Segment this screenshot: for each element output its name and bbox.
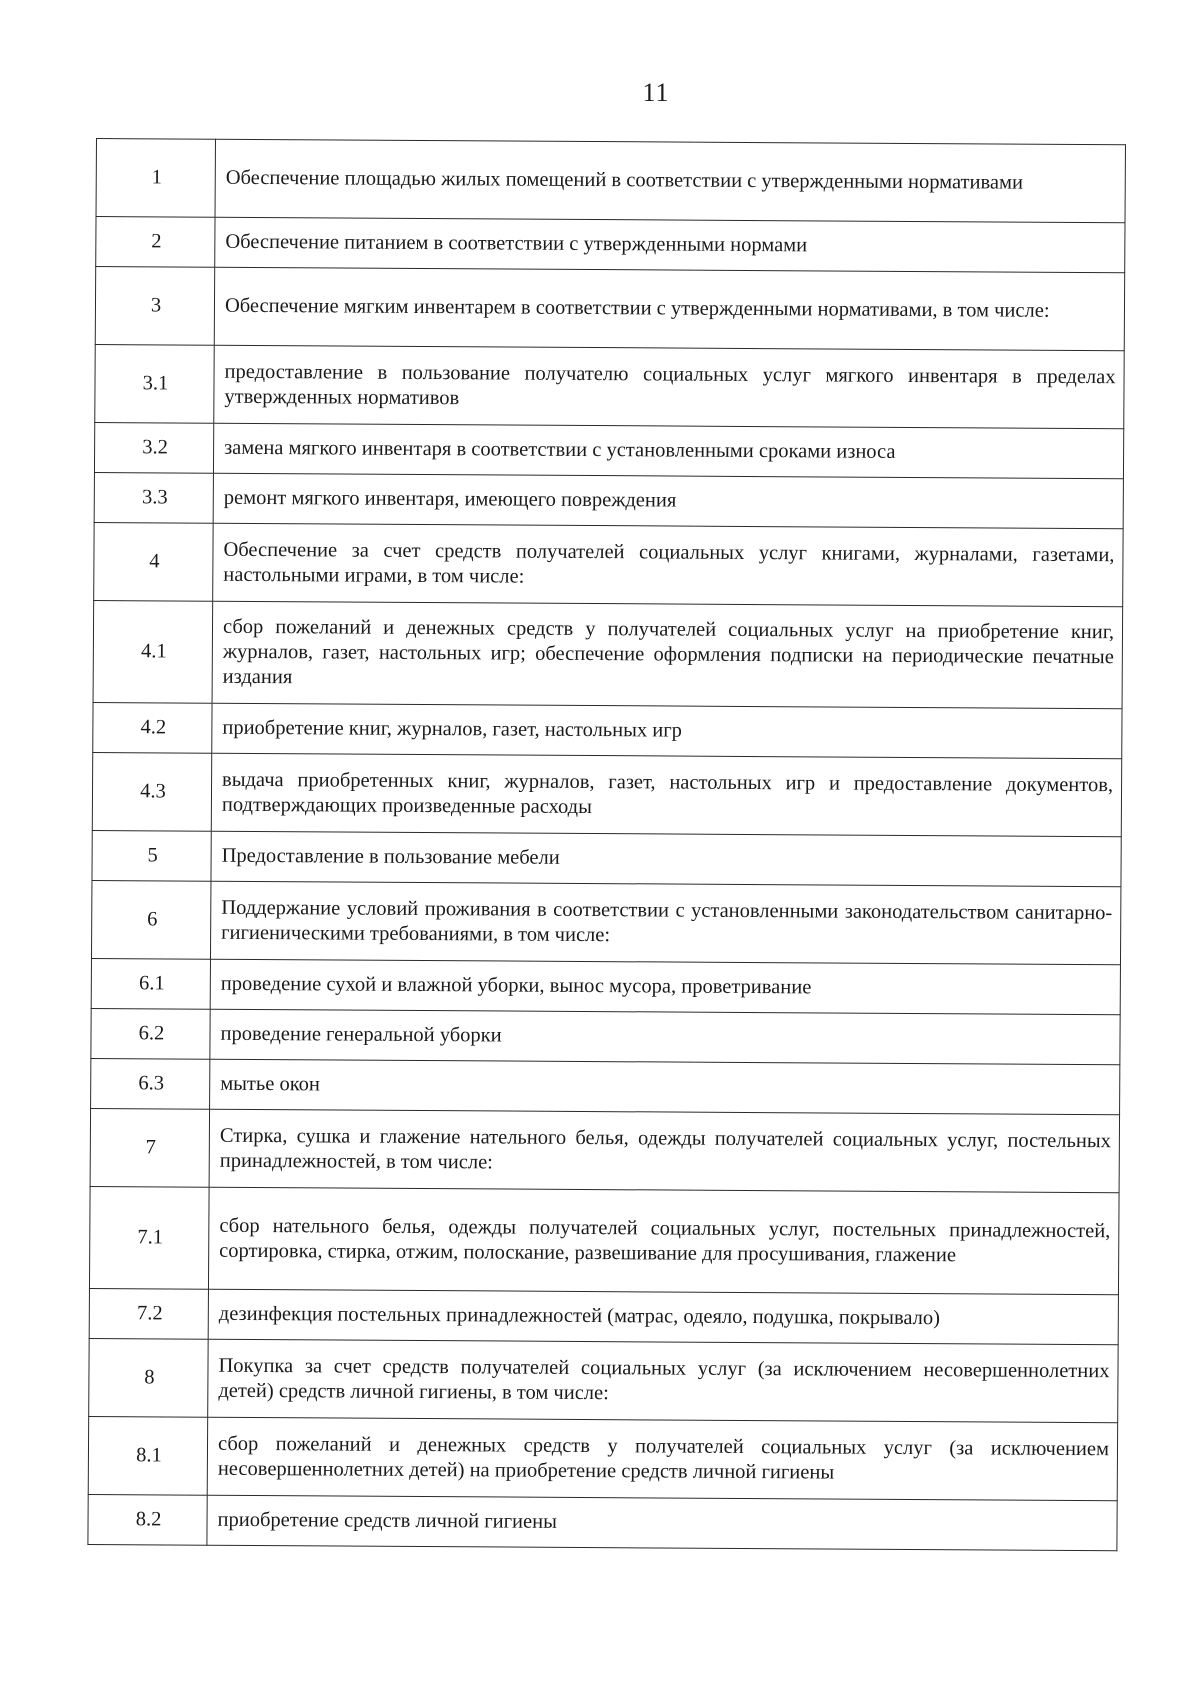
- row-number: 7: [90, 1108, 209, 1187]
- row-number: 3.1: [95, 344, 214, 423]
- table-row: [95, 267, 1124, 351]
- row-number: 7.1: [89, 1186, 209, 1289]
- table-row: [89, 1186, 1119, 1294]
- row-description: Обеспечение питанием в соответствии с утвержденными нормами: [215, 217, 1125, 273]
- row-description: Обеспечение площадью жилых помещений в соответствии с утвержденными нормативами: [215, 139, 1125, 223]
- row-description: сбор пожеланий и денежных средств у получателей социальных услуг на приобретение книг, журналов, газет, настольных игр; обеспечение оформления подписки на периодические печатные издания: [212, 601, 1123, 709]
- row-description: Покупка за счет средств получателей социальных услуг (за исключением несовершеннолетних детей) средств личной гигиены, в том числе:: [208, 1339, 1118, 1423]
- table-row: [89, 1288, 1118, 1344]
- row-description: сбор пожеланий и денежных средств у получателей социальных услуг (за исключением несовершеннолетних детей) на приобретение средств личной гигиены: [207, 1417, 1117, 1501]
- row-number: 8.1: [88, 1416, 207, 1495]
- table-row: [88, 1494, 1117, 1550]
- row-number: 4: [94, 522, 213, 601]
- table-row: [89, 1338, 1118, 1422]
- table-row: [91, 958, 1120, 1014]
- row-description: Обеспечение мягким инвентарем в соответствии с утвержденными нормативами, в том числе:: [214, 267, 1124, 351]
- row-number: 3: [95, 267, 214, 346]
- row-description: предоставление в пользование получателю социальных услуг мягкого инвентаря в пределах утвержденных нормативов: [214, 345, 1124, 429]
- table-row: [96, 139, 1125, 223]
- row-number: 4.2: [93, 702, 212, 753]
- row-description: Обеспечение за счет средств получателей социальных услуг книгами, журналами, газетами, настольными играми, в том числе:: [213, 523, 1123, 607]
- table-row: [91, 1058, 1120, 1114]
- row-description: Стирка, сушка и глажение нательного белья, одежды получателей социальных услуг, постельных принадлежностей, в том числе:: [209, 1109, 1119, 1193]
- row-description: Предоставление в пользование мебели: [211, 831, 1121, 887]
- row-number: 4.1: [93, 600, 213, 703]
- row-number: 6.2: [91, 1008, 210, 1059]
- row-number: 7.2: [89, 1288, 208, 1339]
- row-number: 2: [96, 217, 215, 268]
- services-table: [87, 138, 1126, 1551]
- row-description: сбор нательного белья, одежды получателей социальных услуг, постельных принадлежностей, сортировка, стирка, отжим, полоскание, развешивание для просушивания, глажение: [208, 1187, 1119, 1295]
- table-row: [94, 522, 1123, 606]
- row-description: проведение сухой и влажной уборки, вынос мусора, проветривание: [210, 959, 1120, 1015]
- table-row: [94, 422, 1123, 478]
- table-row: [92, 752, 1121, 836]
- row-number: 1: [96, 139, 215, 218]
- table-row: [93, 702, 1122, 758]
- table-row: [96, 217, 1125, 273]
- row-description: замена мягкого инвентаря в соответствии с установленными сроками износа: [213, 423, 1123, 479]
- row-number: 6.3: [91, 1058, 210, 1109]
- table-row: [95, 344, 1124, 428]
- row-number: 8.2: [88, 1494, 207, 1545]
- row-description: ремонт мягкого инвентаря, имеющего повреждения: [213, 473, 1123, 529]
- row-number: 5: [92, 830, 211, 881]
- row-number: 3.2: [94, 422, 213, 473]
- table-row: [91, 1008, 1120, 1064]
- table-row: [88, 1416, 1117, 1500]
- row-description: выдача приобретенных книг, журналов, газет, настольных игр и предоставление документов, подтверждающих произведенные расходы: [211, 753, 1121, 837]
- row-description: приобретение средств личной гигиены: [207, 1495, 1117, 1551]
- row-number: 6.1: [91, 958, 210, 1009]
- row-number: 6: [91, 880, 210, 959]
- row-description: мытье окон: [210, 1059, 1120, 1115]
- row-description: проведение генеральной уборки: [210, 1009, 1120, 1065]
- table-row: [94, 472, 1123, 528]
- row-description: дезинфекция постельных принадлежностей (матрас, одеяло, подушка, покрывало): [208, 1289, 1118, 1345]
- page-number: 11: [642, 78, 670, 107]
- row-description: Поддержание условий проживания в соответствии с установленными законодательством санитарно-гигиеническими требованиями, в том числе:: [210, 881, 1120, 965]
- table-row: [93, 600, 1123, 708]
- row-number: 4.3: [92, 752, 211, 831]
- table-row: [90, 1108, 1119, 1192]
- row-description: приобретение книг, журналов, газет, настольных игр: [212, 703, 1122, 759]
- row-number: 3.3: [94, 472, 213, 523]
- table-row: [91, 880, 1120, 964]
- row-number: 8: [89, 1338, 208, 1417]
- table-row: [92, 830, 1121, 886]
